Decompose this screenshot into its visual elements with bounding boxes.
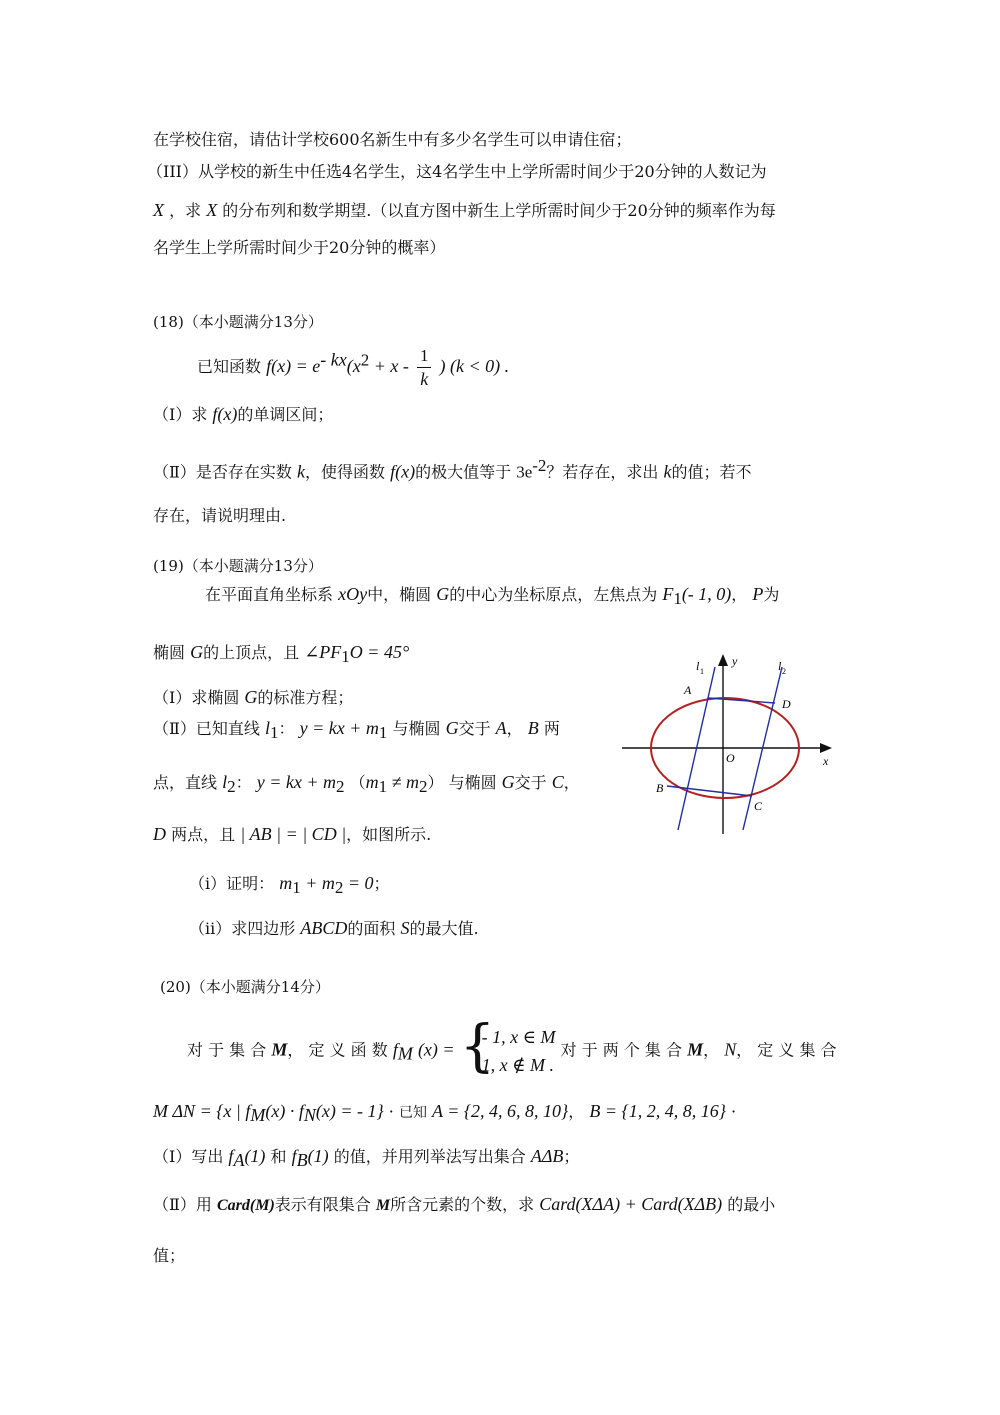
p18-question-2-cont: 存在，请说明理由. bbox=[153, 506, 287, 525]
label-d: D bbox=[782, 697, 791, 711]
label-x: x bbox=[823, 754, 829, 768]
function-lhs: f(x) = e bbox=[266, 356, 321, 376]
p19-subquestion-2: （ⅱ）求四边形 ABCD的面积 S的最大值. bbox=[189, 918, 479, 938]
label-c: C bbox=[754, 799, 763, 813]
p19-subquestion-1: （ⅰ）证明： $m_1 + m_2 = 0$； bbox=[189, 873, 390, 898]
p19-question-2: （Ⅱ）已知直线 $l_1$： y = kx + $m_1$ 与椭圆 G交于 A， B 两 bbox=[153, 718, 560, 743]
p19-question-2-line-2: 点，直线 $l_2$： y = kx + $m_2$ $(m_1 \ne m_2)$ 与椭圆 G交于 C， bbox=[153, 772, 580, 797]
segment-bc bbox=[667, 786, 752, 796]
p20-question-1: （Ⅰ）写出 $f_A(1)$ 和 $f_B(1)$ 的值，并用列举法写出集合 AΔB； bbox=[153, 1146, 580, 1171]
p18-heading: (18)（本小题满分13分） bbox=[153, 313, 323, 331]
p20-line-2: M ΔN = {x | $f_M(x) \cdot f_N(x)$ = - 1} · 已知 A = {2, 4, 6, 8, 10}， B = {1, 2, 4, 8, 16} · bbox=[153, 1101, 737, 1126]
p19-question-2-line-3: D 两点，且 | AB | = | CD |，如图所示. bbox=[153, 824, 432, 844]
p19-line-2: 椭圆 G的上顶点，且 $\angle PF_1O = 45^\circ$ bbox=[153, 642, 410, 667]
p17-line-1: 在学校住宿，请估计学校600名新生中有多少名学生可以申请住宿； bbox=[153, 130, 632, 149]
p20-question-2-cont: 值； bbox=[153, 1246, 186, 1265]
p18-question-1: （Ⅰ）求 f(x)的单调区间； bbox=[153, 404, 334, 424]
ellipse-figure bbox=[620, 650, 835, 840]
label-a: A bbox=[684, 683, 692, 697]
p17-line-3: X ，求 X 的分布列和数学期望.（以直方图中新生上学所需时间少于20分钟的频率作为每 bbox=[153, 200, 776, 220]
svg-text:1: 1 bbox=[700, 667, 704, 676]
var-x: X bbox=[206, 200, 218, 220]
p20-question-2: （Ⅱ）用 Card(M)表示有限集合 M所含元素的个数，求 Card(XΔA) + Card(XΔB) 的最小 bbox=[153, 1194, 776, 1214]
y-axis-arrow bbox=[718, 654, 728, 666]
x-axis-arrow bbox=[820, 743, 832, 753]
label-l1: l bbox=[696, 659, 700, 673]
label-o: O bbox=[726, 751, 735, 765]
fraction-1-over-k: $\frac{1}{k}$ bbox=[417, 345, 432, 390]
label-b: B bbox=[656, 781, 664, 795]
var-x: X bbox=[153, 200, 164, 220]
p20-line-1: 对 于 集 合 M， 定 义 函 数 $f_M$ (x) = { - 1, x ∈ M 1, x ∉ M . 对 于 两 个 集 合 M， N， 定 义 集 合 bbox=[187, 1014, 837, 1079]
p18-function: 已知函数 $f(x) = e^{- kx}(x^2 + x$ - $\frac{1}{k}$ ) (k < 0) . bbox=[197, 346, 510, 389]
svg-text:2: 2 bbox=[782, 667, 786, 676]
p17-line-2: （III）从学校的新生中任选4名学生，这4名学生中上学所需时间少于20分钟的人数记为 bbox=[147, 162, 767, 181]
p19-heading: (19)（本小题满分13分） bbox=[153, 557, 323, 575]
label-y: y bbox=[732, 654, 738, 668]
p17-line-4: 名学生上学所需时间少于20分钟的概率） bbox=[153, 238, 446, 257]
piecewise-definition: { - 1, x ∈ M 1, x ∉ M . bbox=[459, 1014, 556, 1079]
p19-line-1: 在平面直角坐标系 xOy中，椭圆 G的中心为坐标原点，左焦点为 $F_1(-$ 1, 0)， P为 bbox=[205, 584, 780, 609]
p19-question-1: （Ⅰ）求椭圆 G的标准方程； bbox=[153, 687, 354, 707]
label-l2: l bbox=[778, 659, 782, 673]
p20-heading: (20)（本小题满分14分） bbox=[160, 978, 330, 996]
p18-question-2: （Ⅱ）是否存在实数 k，使得函数 f(x)的极大值等于 $3e^{-2}$？若存在，求出 k的值；若不 bbox=[153, 456, 752, 482]
